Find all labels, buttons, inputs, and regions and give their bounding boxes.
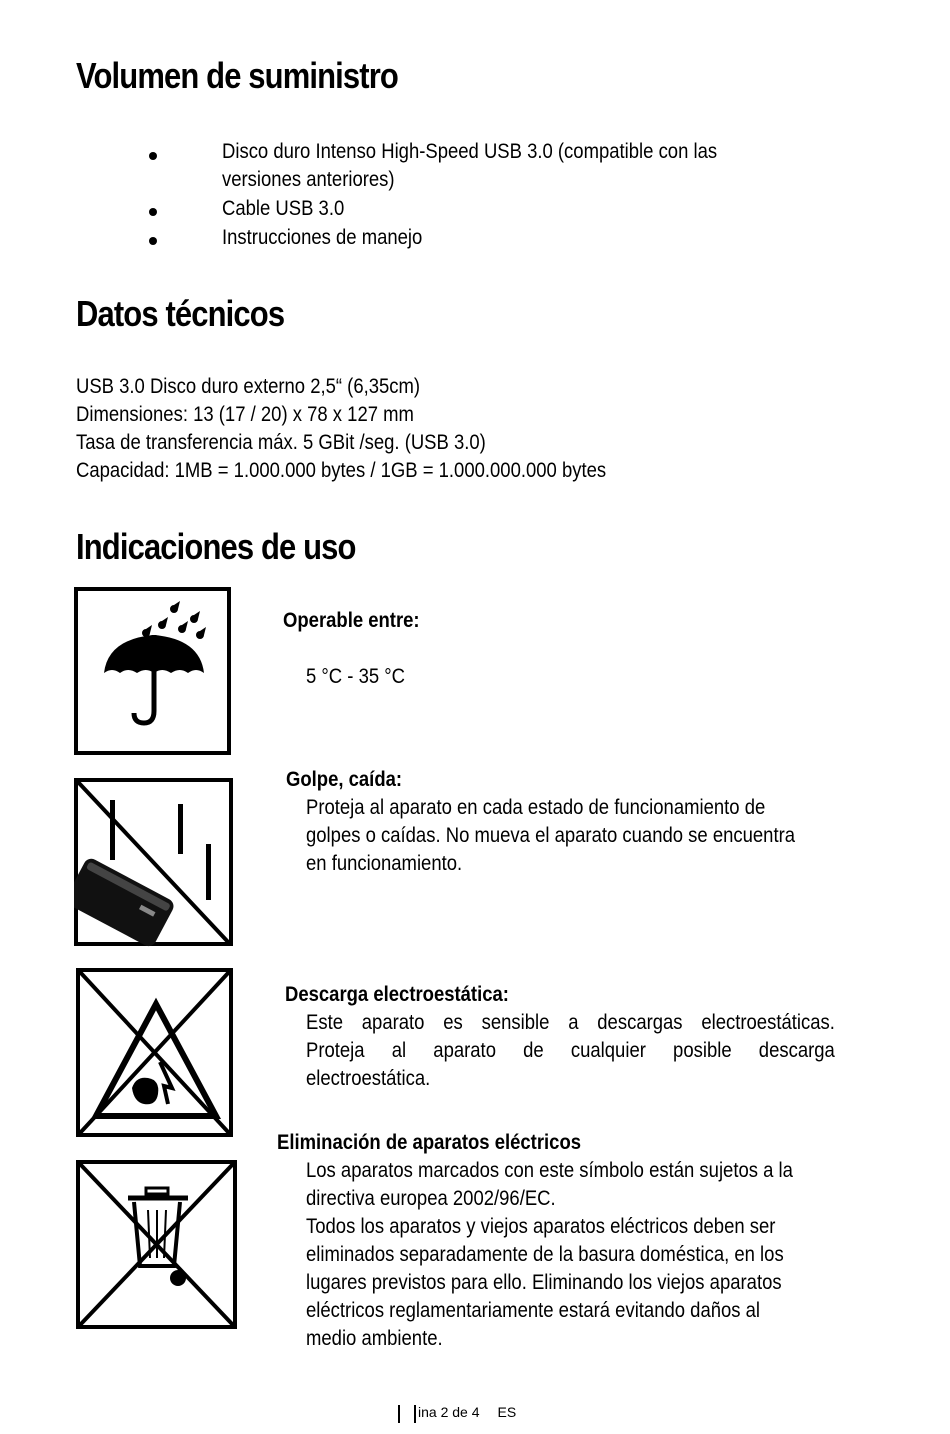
word: sensible: [481, 1011, 550, 1034]
usage-title: Descarga electroestática:: [285, 983, 509, 1006]
word: aparato: [361, 1011, 425, 1034]
tech-heading: Datos técnicos: [76, 293, 285, 334]
language-code: ES: [497, 1404, 517, 1420]
word: cualquier: [570, 1039, 646, 1062]
word: a: [568, 1011, 579, 1034]
usage-text: Este aparato es sensible a descargas electroestáticas. Proteja al aparato de cualquier posible descarga electroestática.: [306, 1011, 835, 1090]
bullet: [149, 208, 157, 216]
word: Proteja: [306, 1039, 365, 1062]
justified-line: [306, 1037, 835, 1065]
word: aparato: [433, 1039, 496, 1062]
justified-line: [306, 1009, 835, 1037]
bullet: [149, 237, 157, 245]
word: de: [523, 1039, 544, 1062]
crossed-out-bin-icon: [76, 1160, 238, 1330]
usage-title: Golpe, caída:: [286, 768, 403, 791]
usage-text: Los aparatos marcados con este símbolo están sujetos a la directiva europea 2002/96/EC. Todos los aparatos y viejos aparatos eléctricos deben ser eliminados separadamente de la basura doméstica, en los lugares previstos para ello. Eliminando los viejos aparatos eléctricos reglamentariamente estará evitando daños al medio ambiente.: [306, 1159, 793, 1350]
supply-heading: Volumen de suministro: [76, 55, 398, 96]
bullet: [149, 152, 157, 160]
page-number: ina 2 de 4: [418, 1404, 480, 1420]
tech-line: USB 3.0 Disco duro externo 2,5“ (6,35cm): [76, 375, 421, 398]
supply-item-cable: Cable USB 3.0: [222, 197, 345, 220]
tech-line: Capacidad: 1MB = 1.000.000 bytes / 1GB = 1.000.000.000 bytes: [76, 459, 607, 482]
supply-item-manual: Instrucciones de manejo: [222, 226, 423, 249]
usage-heading: Indicaciones de uso: [76, 526, 356, 567]
word: Este: [306, 1011, 343, 1034]
word: electroestáticas.: [701, 1011, 835, 1034]
supply-item-hard-drive: Disco duro Intenso High-Speed USB 3.0 (compatible con las versiones anteriores): [222, 140, 718, 191]
word: descargas: [597, 1011, 683, 1034]
word: descarga: [758, 1039, 835, 1062]
tech-line: Tasa de transferencia máx. 5 GBit /seg. (USB 3.0): [76, 431, 486, 454]
usage-title: Operable entre:: [283, 609, 420, 632]
word: es: [443, 1011, 463, 1034]
esd-warning-icon: [76, 968, 234, 1138]
usage-title: Eliminación de aparatos eléctricos: [277, 1131, 582, 1154]
usage-text: Proteja al aparato en cada estado de funcionamiento de golpes o caídas. No mueva el aparato cuando se encuentra en funcionamiento.: [306, 796, 796, 875]
umbrella-rain-icon: [74, 587, 232, 755]
page-mark: [398, 1405, 416, 1423]
word: al: [391, 1039, 407, 1062]
no-drop-hard-drive-icon: [74, 778, 234, 948]
tech-line: Dimensiones: 13 (17 / 20) x 78 x 127 mm: [76, 403, 414, 426]
page-footer: [398, 1404, 516, 1423]
usage-text: 5 °C - 35 °C: [306, 665, 405, 688]
word: posible: [673, 1039, 732, 1062]
